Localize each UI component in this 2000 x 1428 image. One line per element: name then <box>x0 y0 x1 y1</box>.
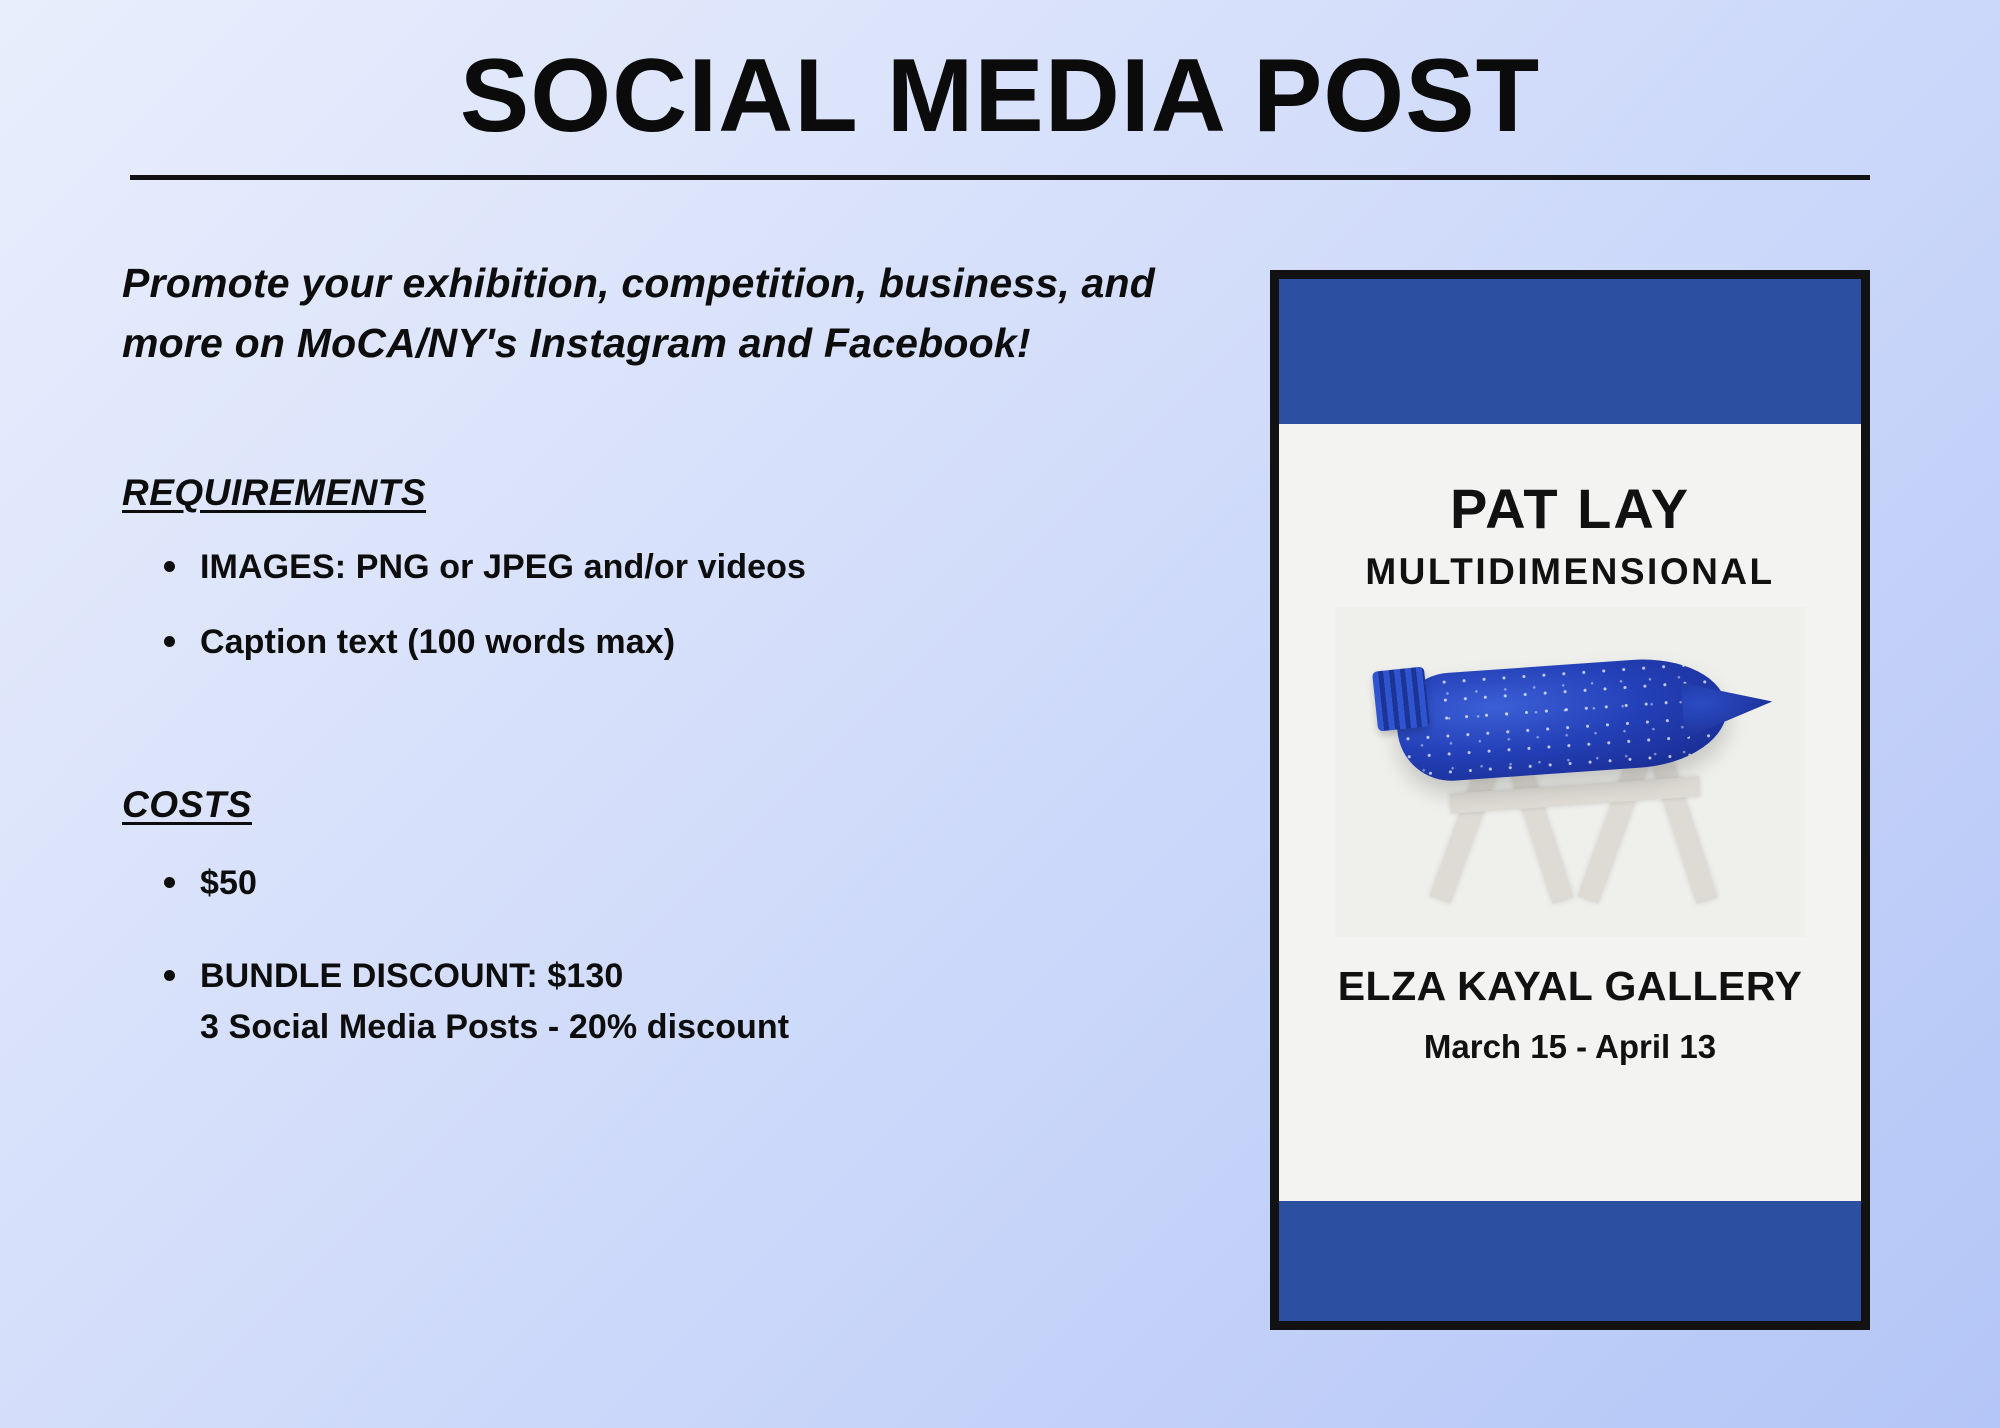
left-column <box>0 254 1180 1096</box>
list-item: Caption text (100 words max) <box>158 619 1180 666</box>
bundle-detail: 3 Social Media Posts - 20% discount <box>200 1007 790 1046</box>
content-area <box>0 180 2000 1330</box>
bundle-label: BUNDLE DISCOUNT: $130 <box>200 956 624 995</box>
list-item: IMAGES: PNG or JPEG and/or videos <box>158 544 1180 591</box>
poster-artist-name: PAT LAY <box>1449 477 1691 541</box>
poster-content <box>1279 424 1861 1201</box>
poster-gallery-name: ELZA KAYAL GALLERY <box>1337 963 1803 1010</box>
requirements-heading: REQUIREMENTS <box>122 471 427 513</box>
requirements-list <box>122 544 1180 666</box>
poster-subtitle: MULTIDIMENSIONAL <box>1365 551 1775 593</box>
artwork-image <box>1335 607 1805 937</box>
sculpture-ridged-end <box>1372 667 1430 732</box>
poster-bottom-band <box>1279 1201 1861 1321</box>
page-title: SOCIAL MEDIA POST <box>459 38 1541 154</box>
costs-list <box>122 860 1180 1051</box>
exhibition-poster <box>1270 270 1870 1330</box>
costs-heading: COSTS <box>122 783 252 825</box>
cost-price: $50 <box>200 863 258 902</box>
right-column <box>1180 254 2000 1330</box>
poster-dates: March 15 - April 13 <box>1423 1028 1717 1066</box>
intro-paragraph: Promote your exhibition, competition, business, and more on MoCA/NY's Instagram and Facebook! <box>122 260 1156 367</box>
list-item <box>158 953 1180 1051</box>
list-item <box>158 860 1180 907</box>
poster-top-band <box>1279 279 1861 424</box>
